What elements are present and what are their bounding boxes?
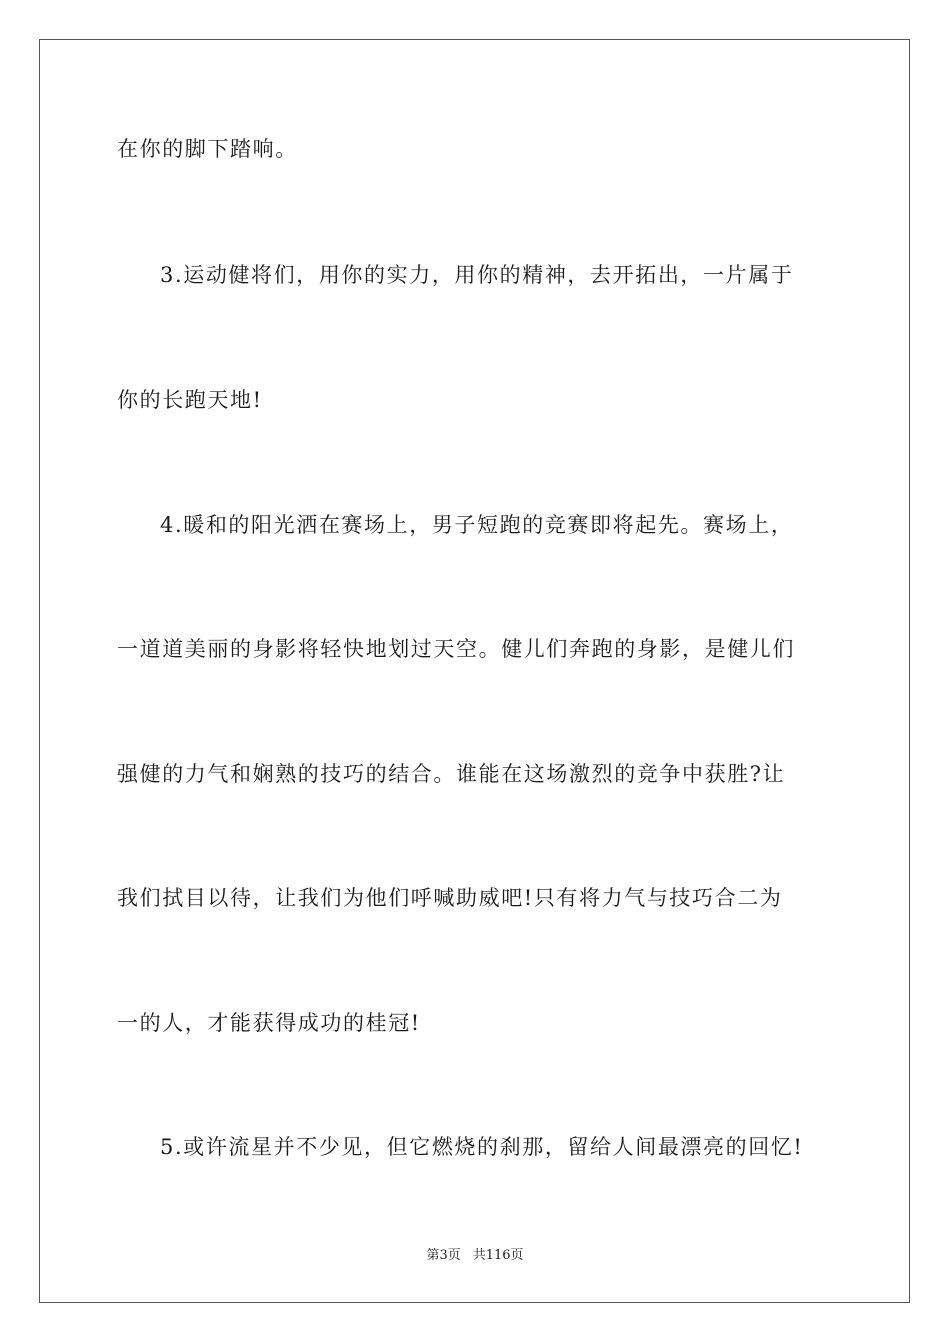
paragraph-line-3: 你的长跑天地! xyxy=(117,388,263,412)
paragraph-line-6: 强健的力气和娴熟的技巧的结合。谁能在这场激烈的竞争中获胜?让 xyxy=(117,762,786,786)
page-total: 共116页 xyxy=(472,1248,524,1263)
paragraph-line-5: 一道道美丽的身影将轻快地划过天空。健儿们奔跑的身影，是健儿们 xyxy=(117,637,795,661)
page-number: 第3页 xyxy=(426,1248,461,1263)
paragraph-line-9: 5.或许流星并不少见，但它燃烧的刹那，留给人间最漂亮的回忆! xyxy=(160,1135,804,1159)
paragraph-line-2: 3.运动健将们，用你的实力，用你的精神，去开拓出，一片属于 xyxy=(160,263,794,287)
page-border xyxy=(39,39,910,1303)
paragraph-line-1: 在你的脚下踏响。 xyxy=(117,137,298,161)
paragraph-line-7: 我们拭目以待，让我们为他们呼喊助威吧!只有将力气与技巧合二为 xyxy=(117,886,783,910)
paragraph-line-8: 一的人，才能获得成功的桂冠! xyxy=(117,1011,421,1035)
paragraph-line-4: 4.暖和的阳光洒在赛场上，男子短跑的竞赛即将起先。赛场上， xyxy=(160,513,794,537)
page-footer xyxy=(0,1247,950,1265)
